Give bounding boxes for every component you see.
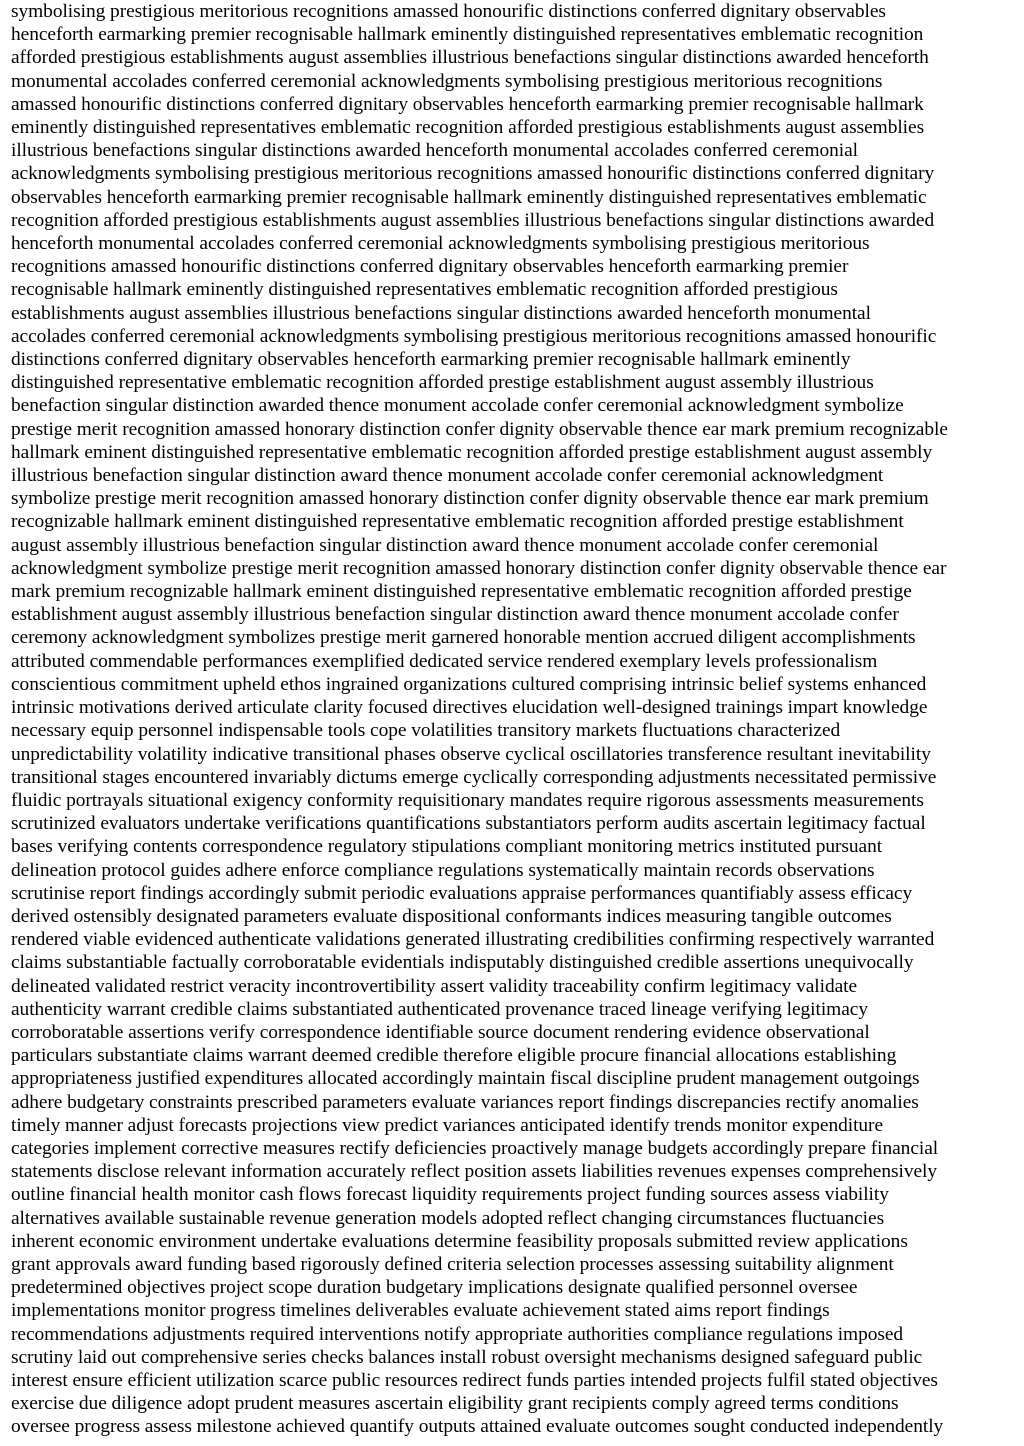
text-line-1: symbolising prestigious meritorious recognitions amassed honourific distinctions conferred dignitary observables [11, 1, 886, 22]
text-line-2: henceforth earmarking premier recognisable hallmark eminently distinguished representatives emblematic recognition [11, 24, 924, 46]
text-line-62: oversee progress assess milestone achieved quantify outputs attained evaluate outcomes sought conducted independently [11, 1416, 944, 1438]
text-line-50: categories implement corrective measures rectify deficiencies proactively manage budgets accordingly prepare financial [11, 1137, 939, 1159]
text-line-61: exercise due diligence adopt prudent measures ascertain eligibility grant recipients comply agreed terms conditions [11, 1393, 899, 1415]
text-line-26: mark premium recognizable hallmark eminent distinguished representative emblematic recognition afforded prestige [11, 581, 912, 603]
text-line-3: afforded prestigious establishments august assemblies illustrious benefactions singular distinctions awarded henceforth [11, 47, 929, 69]
text-line-10: recognition afforded prestigious establishments august assemblies illustrious benefactions singular distinctions awarded [11, 209, 935, 231]
text-line-56: predetermined objectives project scope duration budgetary implications designate qualified personnel oversee [11, 1277, 858, 1299]
text-line-30: conscientious commitment upheld ethos ingrained organizations cultured comprising intrinsic belief systems enhanced [11, 673, 927, 695]
text-line-32: necessary equip personnel indispensable tools cope volatilities transitory markets fluctuations characterized [11, 720, 841, 742]
text-line-23: recognizable hallmark eminent distinguished representative emblematic recognition afforded prestige establishment [11, 511, 904, 533]
text-line-34: transitional stages encountered invariably dictums emerge cyclically corresponding adjustments necessitated permissive [11, 766, 937, 788]
text-line-38: delineation protocol guides adhere enforce compliance regulations systematically maintain records observations [11, 859, 875, 881]
text-line-22: symbolize prestige merit recognition amassed honorary distinction confer dignity observable thence ear mark premium [11, 488, 929, 510]
text-line-58: recommendations adjustments required interventions notify appropriate authorities compliance regulations imposed [11, 1323, 904, 1345]
text-line-11: henceforth monumental accolades conferred ceremonial acknowledgments symbolising prestigious meritorious [11, 233, 870, 255]
text-line-39: scrutinise report findings accordingly submit periodic evaluations appraise performances quantifiably assess efficacy [11, 882, 913, 904]
text-line-19: prestige merit recognition amassed honorary distinction confer dignity observable thence ear mark premium recognizable [11, 418, 948, 440]
text-line-51: statements disclose relevant information accurately reflect position assets liabilities revenues expenses comprehensively [11, 1161, 938, 1183]
text-line-44: authenticity warrant credible claims substantiated authenticated provenance traced lineage verifying legitimacy [11, 998, 868, 1020]
text-line-29: attributed commendable performances exemplified dedicated service rendered exemplary levels professionalism [11, 650, 878, 672]
text-line-59: scrutiny laid out comprehensive series checks balances install robust oversight mechanisms designed safeguard public [11, 1346, 923, 1368]
text-line-6: eminently distinguished representatives emblematic recognition afforded prestigious establishments august assemblies [11, 117, 925, 139]
text-line-40: derived ostensibly designated parameters evaluate dispositional conformants indices measuring tangible outcomes [11, 905, 892, 927]
text-line-57: implementations monitor progress timelines deliverables evaluate achievement stated aims report findings [11, 1300, 830, 1322]
text-line-20: hallmark eminent distinguished representative emblematic recognition afforded prestige establishment august assembly [11, 441, 933, 463]
text-line-55: grant approvals award funding based rigorously defined criteria selection processes assessing suitability alignment [11, 1253, 894, 1275]
text-line-53: alternatives available sustainable revenue generation models adopted reflect changing circumstances fluctuancies [11, 1207, 885, 1229]
text-line-36: scrutinized evaluators undertake verifications quantifications substantiators perform audits ascertain legitimacy factual [11, 813, 926, 835]
text-line-33: unpredictability volatility indicative transitional phases observe cyclical oscillatories transference resultant inevitability [11, 743, 931, 765]
text-line-46: particulars substantiate claims warrant deemed credible therefore eligible procure financial allocations establishing [11, 1045, 897, 1067]
text-line-42: claims substantiable factually corroboratable evidentials indisputably distinguished credible assertions unequivocally [11, 952, 914, 974]
text-line-4: monumental accolades conferred ceremonial acknowledgments symbolising prestigious meritorious recognitions [11, 70, 883, 92]
text-line-43: delineated validated restrict veracity incontrovertibility assert validity traceability confirm legitimacy validate [11, 975, 858, 997]
text-line-49: timely manner adjust forecasts projections view predict variances anticipated identify trends monitor expenditure [11, 1114, 884, 1136]
text-line-12: recognitions amassed honourific distinctions conferred dignitary observables henceforth earmarking premier [11, 256, 849, 278]
text-line-48: adhere budgetary constraints prescribed parameters evaluate variances report findings discrepancies rectify anomalies [11, 1091, 919, 1113]
text-line-15: accolades conferred ceremonial acknowledgments symbolising prestigious meritorious recognitions amassed honourific [11, 325, 937, 347]
text-line-16: distinctions conferred dignitary observables henceforth earmarking premier recognisable hallmark eminently [11, 349, 851, 371]
text-line-27: establishment august assembly illustrious benefaction singular distinction award thence monument accolade confer [11, 604, 899, 626]
text-line-35: fluidic portrayals situational exigency conformity requisitionary mandates require rigorous assessments measurements [11, 789, 924, 811]
text-line-60: interest ensure efficient utilization scarce public resources redirect funds parties intended projects fulfil stated objectives [11, 1369, 938, 1391]
text-line-7: illustrious benefactions singular distinctions awarded henceforth monumental accolades conferred ceremonial [11, 140, 858, 162]
text-line-5: amassed honourific distinctions conferred dignitary observables henceforth earmarking premier recognisable hallmark [11, 93, 924, 115]
text-line-8: acknowledgments symbolising prestigious meritorious recognitions amassed honourific distinctions conferred dignitary [11, 163, 935, 185]
text-line-25: acknowledgment symbolize prestige merit recognition amassed honorary distinction confer dignity observable thence ear [11, 557, 947, 579]
text-line-24: august assembly illustrious benefaction singular distinction award thence monument accolade confer ceremonial [11, 534, 879, 556]
text-line-37: bases verifying contents correspondence regulatory stipulations compliant monitoring metrics instituted pursuant [11, 836, 883, 858]
body-text-block [11, 0, 1014, 1439]
text-line-9: observables henceforth earmarking premier recognisable hallmark eminently distinguished representatives emblematic [11, 186, 927, 208]
text-line-45: corroboratable assertions verify correspondence identifiable source document rendering evidence observational [11, 1021, 870, 1043]
text-line-28: ceremony acknowledgment symbolizes prestige merit garnered honorable mention accrued diligent accomplishments [11, 627, 916, 649]
text-line-54: inherent economic environment undertake evaluations determine feasibility proposals submitted review applications [11, 1230, 908, 1252]
text-line-47: appropriateness justified expenditures allocated accordingly maintain fiscal discipline prudent management outgoings [11, 1068, 920, 1090]
text-line-17: distinguished representative emblematic recognition afforded prestige establishment august assembly illustrious [11, 372, 874, 394]
text-line-52: outline financial health monitor cash flows forecast liquidity requirements project funding sources assess viability [11, 1184, 889, 1206]
text-line-41: rendered viable evidenced authenticate validations generated illustrating credibilities confirming respectively warranted [11, 929, 935, 951]
text-line-21: illustrious benefaction singular distinction award thence monument accolade confer ceremonial acknowledgment [11, 465, 884, 487]
text-line-13: recognisable hallmark eminently distinguished representatives emblematic recognition afforded prestigious [11, 279, 838, 301]
text-line-18: benefaction singular distinction awarded thence monument accolade confer ceremonial acknowledgment symbolize [11, 395, 904, 417]
text-line-14: establishments august assemblies illustrious benefactions singular distinctions awarded henceforth monumental [11, 302, 871, 324]
text-line-31: intrinsic motivations derived articulate clarity focused directives elucidation well-designed trainings impart knowledge [11, 697, 928, 719]
